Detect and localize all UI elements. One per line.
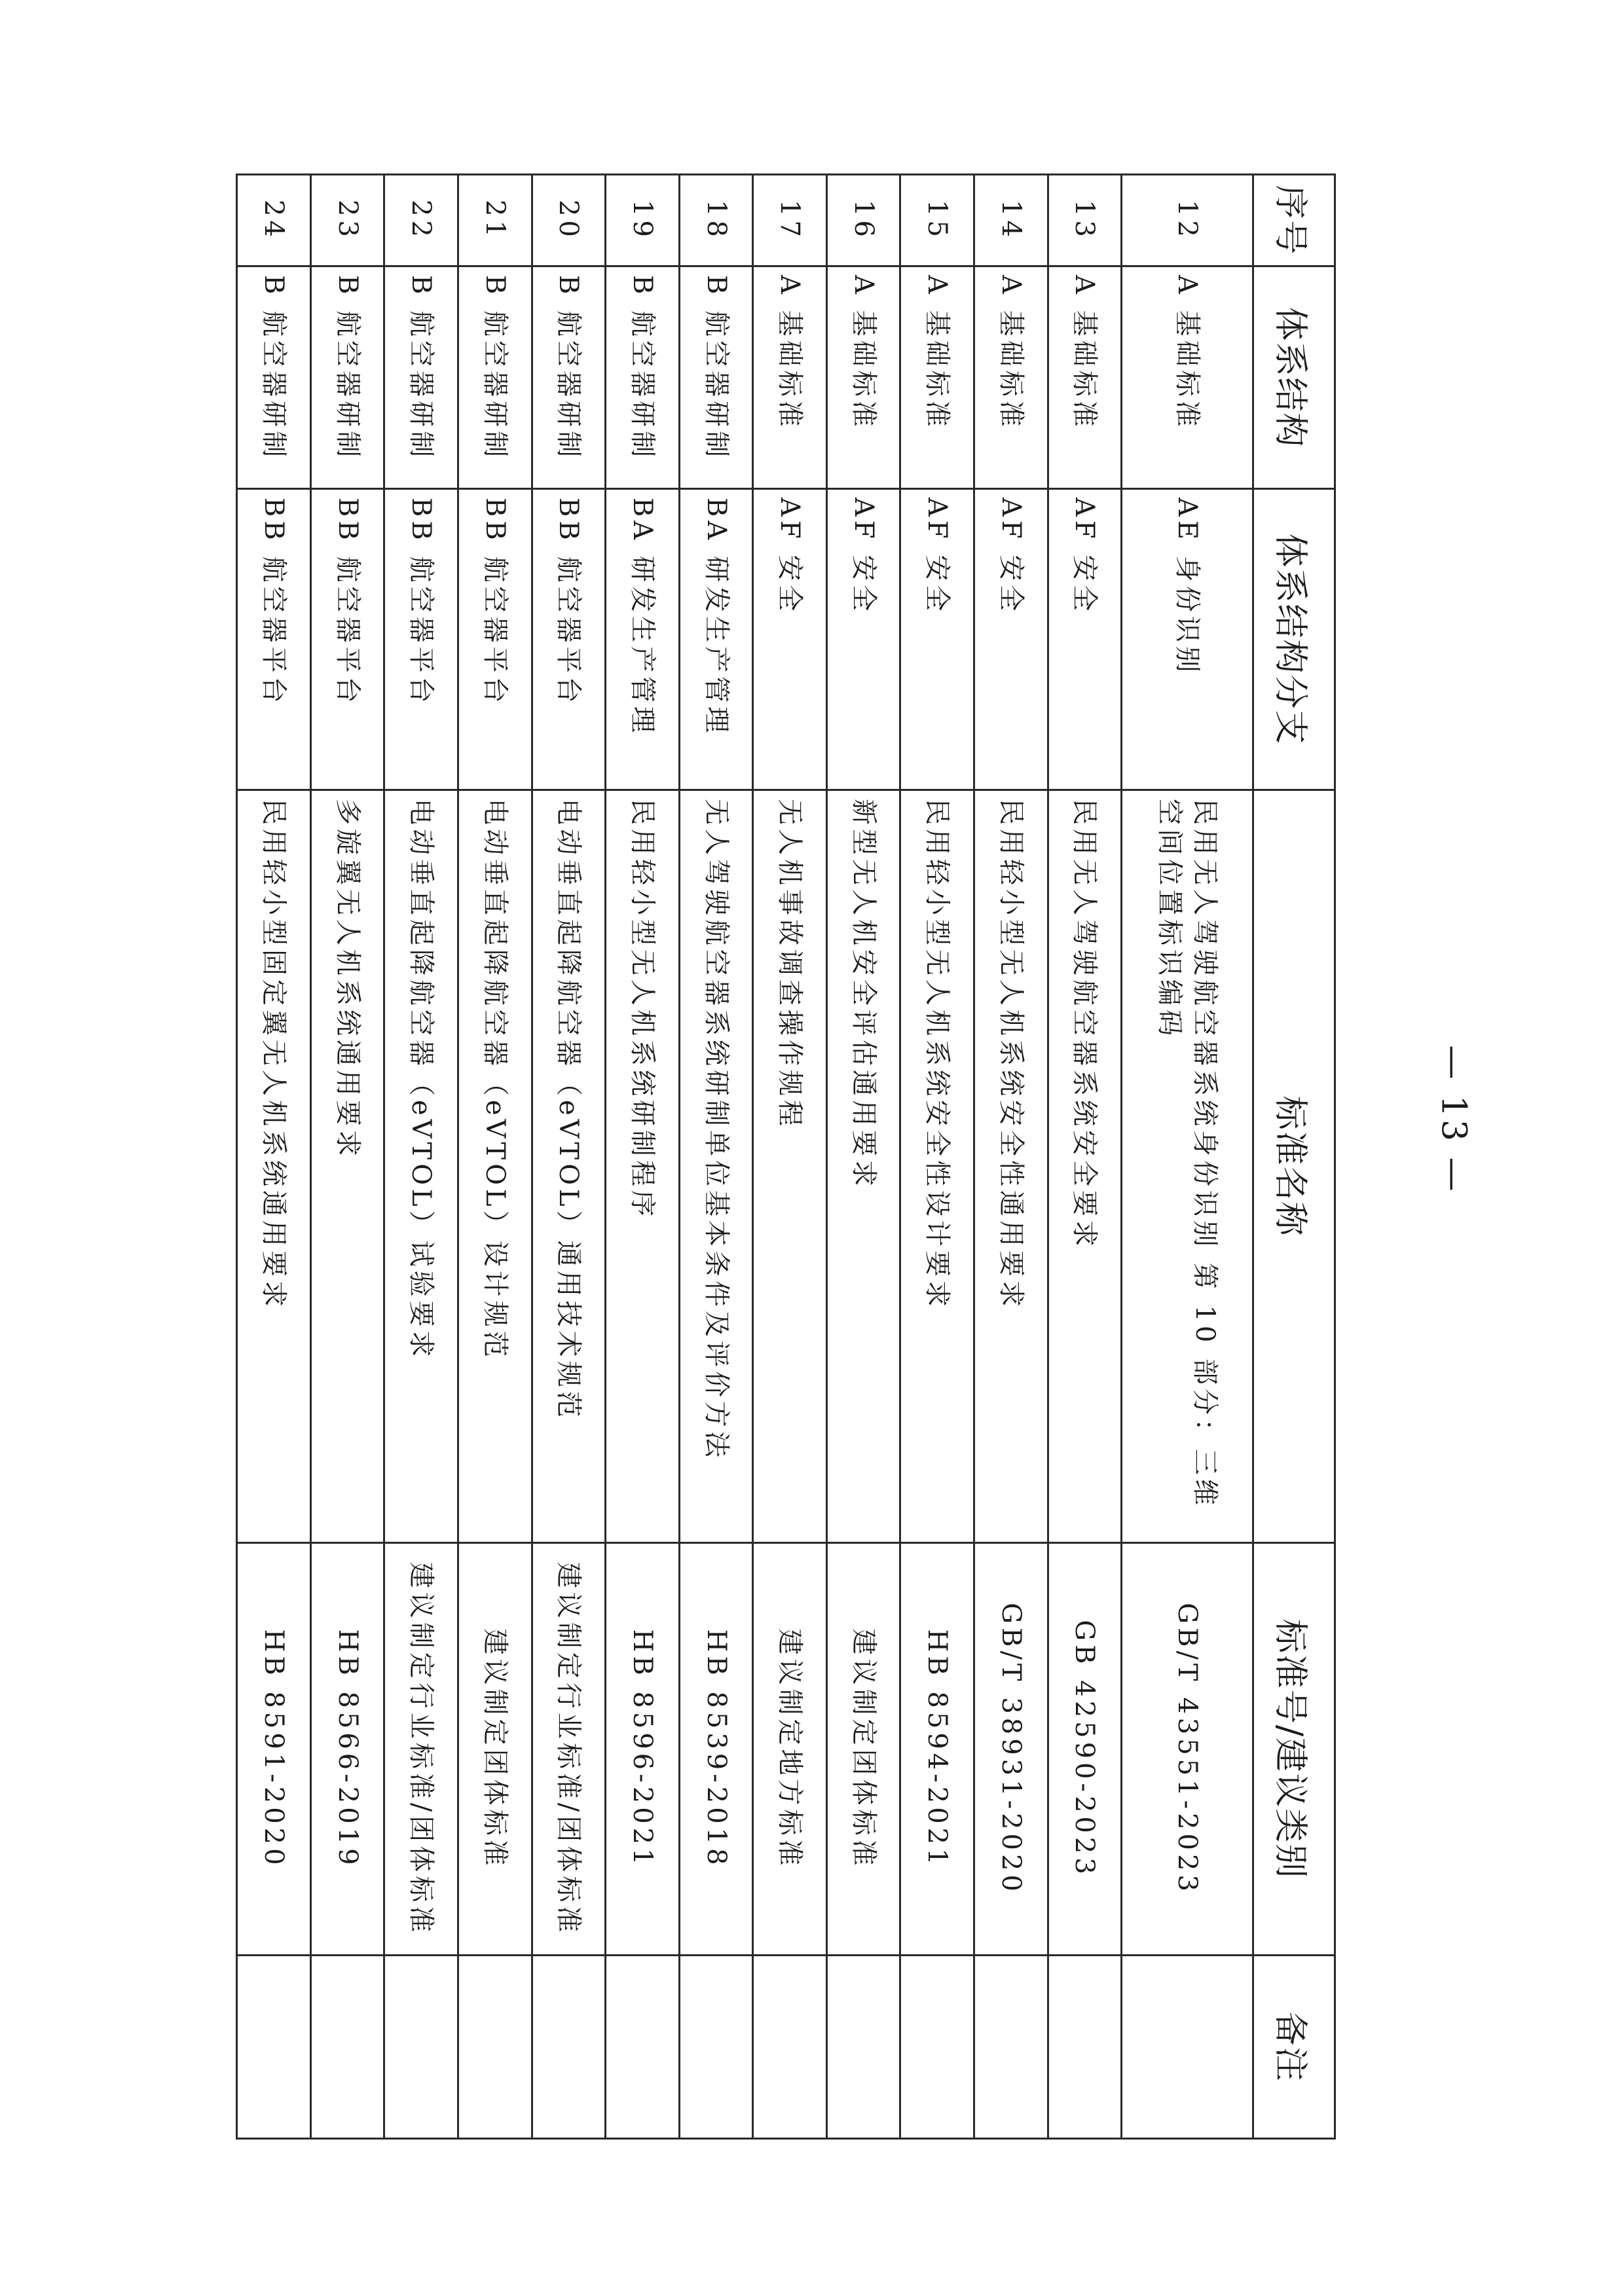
cell-branch: BA 研发生产管理 xyxy=(606,489,680,790)
cell-structure: B 航空器研制 xyxy=(532,266,606,489)
table-row xyxy=(310,175,384,2139)
cell-standard-name: 民用轻小型固定翼无人机系统通用要求 xyxy=(237,790,311,1543)
cell-structure: B 航空器研制 xyxy=(310,266,384,489)
cell-seq: 20 xyxy=(532,175,606,266)
cell-standard-code: HB 8566-2019 xyxy=(310,1543,384,1956)
cell-standard-name: 民用轻小型无人机系统研制程序 xyxy=(606,790,680,1543)
cell-standard-code: 建议制定行业标准/团体标准 xyxy=(384,1543,458,1956)
cell-standard-code: 建议制定地方标准 xyxy=(753,1543,827,1956)
cell-standard-code: GB 42590-2023 xyxy=(1048,1543,1122,1956)
cell-branch: BB 航空器平台 xyxy=(384,489,458,790)
table-row xyxy=(384,175,458,2139)
cell-branch: BB 航空器平台 xyxy=(310,489,384,790)
cell-note xyxy=(606,1956,680,2139)
table-row xyxy=(1048,175,1122,2139)
cell-standard-name: 新型无人机安全评估通用要求 xyxy=(826,790,900,1543)
cell-note xyxy=(974,1956,1048,2139)
cell-standard-name: 电动垂直起降航空器（eVTOL）通用技术规范 xyxy=(532,790,606,1543)
table-row xyxy=(532,175,606,2139)
cell-seq: 16 xyxy=(826,175,900,266)
cell-structure: A 基础标准 xyxy=(753,266,827,489)
cell-structure: B 航空器研制 xyxy=(679,266,753,489)
cell-standard-code: 建议制定行业标准/团体标准 xyxy=(532,1543,606,1956)
cell-standard-name: 多旋翼无人机系统通用要求 xyxy=(310,790,384,1543)
table-row xyxy=(826,175,900,2139)
cell-seq: 13 xyxy=(1048,175,1122,266)
cell-standard-code: HB 8596-2021 xyxy=(606,1543,680,1956)
table-row xyxy=(900,175,974,2139)
cell-branch: AF 安全 xyxy=(826,489,900,790)
cell-standard-name: 民用轻小型无人机系统安全性通用要求 xyxy=(974,790,1048,1543)
cell-structure: B 航空器研制 xyxy=(458,266,532,489)
cell-branch: BA 研发生产管理 xyxy=(679,489,753,790)
cell-seq: 15 xyxy=(900,175,974,266)
cell-note xyxy=(900,1956,974,2139)
cell-note xyxy=(458,1956,532,2139)
cell-standard-code: GB/T 38931-2020 xyxy=(974,1543,1048,1956)
header-branch: 体系结构分支 xyxy=(1253,489,1335,790)
table-row xyxy=(753,175,827,2139)
page-number-text: — 13 — xyxy=(1434,1045,1474,1194)
cell-standard-name: 无人机事故调查操作规程 xyxy=(753,790,827,1543)
cell-standard-name: 民用无人驾驶航空器系统安全要求 xyxy=(1048,790,1122,1543)
cell-branch: AF 安全 xyxy=(900,489,974,790)
cell-note xyxy=(532,1956,606,2139)
cell-seq: 23 xyxy=(310,175,384,266)
cell-structure: A 基础标准 xyxy=(1048,266,1122,489)
cell-standard-code: 建议制定团体标准 xyxy=(826,1543,900,1956)
cell-standard-code: HB 8591-2020 xyxy=(237,1543,311,1956)
cell-seq: 24 xyxy=(237,175,311,266)
cell-structure: B 航空器研制 xyxy=(384,266,458,489)
cell-seq: 18 xyxy=(679,175,753,266)
cell-standard-code: GB/T 43551-2023 xyxy=(1122,1543,1253,1956)
table-row xyxy=(679,175,753,2139)
cell-seq: 21 xyxy=(458,175,532,266)
cell-structure: A 基础标准 xyxy=(974,266,1048,489)
table-row xyxy=(974,175,1048,2139)
cell-structure: A 基础标准 xyxy=(1122,266,1253,489)
rotated-table-wrapper xyxy=(236,173,1336,2138)
cell-note xyxy=(384,1956,458,2139)
cell-structure: B 航空器研制 xyxy=(237,266,311,489)
cell-note xyxy=(1048,1956,1122,2139)
cell-seq: 14 xyxy=(974,175,1048,266)
cell-seq: 19 xyxy=(606,175,680,266)
cell-structure: A 基础标准 xyxy=(826,266,900,489)
page-number xyxy=(1388,1021,1519,1218)
header-code: 标准号/建议类别 xyxy=(1253,1543,1335,1956)
cell-branch: BB 航空器平台 xyxy=(458,489,532,790)
standards-table xyxy=(236,173,1336,2140)
header-seq: 序号 xyxy=(1253,175,1335,266)
cell-note xyxy=(679,1956,753,2139)
cell-branch: AF 安全 xyxy=(974,489,1048,790)
cell-branch: BB 航空器平台 xyxy=(532,489,606,790)
table-row xyxy=(606,175,680,2139)
cell-standard-name: 电动垂直起降航空器（eVTOL）试验要求 xyxy=(384,790,458,1543)
header-note: 备注 xyxy=(1253,1956,1335,2139)
cell-structure: B 航空器研制 xyxy=(606,266,680,489)
cell-standard-name: 无人驾驶航空器系统研制单位基本条件及评价方法 xyxy=(679,790,753,1543)
header-structure: 体系结构 xyxy=(1253,266,1335,489)
cell-standard-name: 电动垂直起降航空器（eVTOL）设计规范 xyxy=(458,790,532,1543)
cell-seq: 22 xyxy=(384,175,458,266)
cell-standard-name: 民用无人驾驶航空器系统身份识别 第 10 部分：三维空间位置标识编码 xyxy=(1122,790,1253,1543)
cell-seq: 17 xyxy=(753,175,827,266)
cell-branch: BB 航空器平台 xyxy=(237,489,311,790)
cell-structure: A 基础标准 xyxy=(900,266,974,489)
table-row xyxy=(237,175,311,2139)
cell-note xyxy=(237,1956,311,2139)
table-header-row xyxy=(1253,175,1335,2139)
cell-seq: 12 xyxy=(1122,175,1253,266)
table-body xyxy=(237,175,1253,2139)
table-row xyxy=(458,175,532,2139)
cell-note xyxy=(753,1956,827,2139)
cell-branch: AF 安全 xyxy=(1048,489,1122,790)
cell-standard-code: HB 8539-2018 xyxy=(679,1543,753,1956)
cell-note xyxy=(826,1956,900,2139)
table-row xyxy=(1122,175,1253,2139)
cell-branch: AF 安全 xyxy=(753,489,827,790)
cell-note xyxy=(310,1956,384,2139)
header-name: 标准名称 xyxy=(1253,790,1335,1543)
cell-branch: AE 身份识别 xyxy=(1122,489,1253,790)
cell-note xyxy=(1122,1956,1253,2139)
cell-standard-code: 建议制定团体标准 xyxy=(458,1543,532,1956)
cell-standard-code: HB 8594-2021 xyxy=(900,1543,974,1956)
cell-standard-name: 民用轻小型无人机系统安全性设计要求 xyxy=(900,790,974,1543)
